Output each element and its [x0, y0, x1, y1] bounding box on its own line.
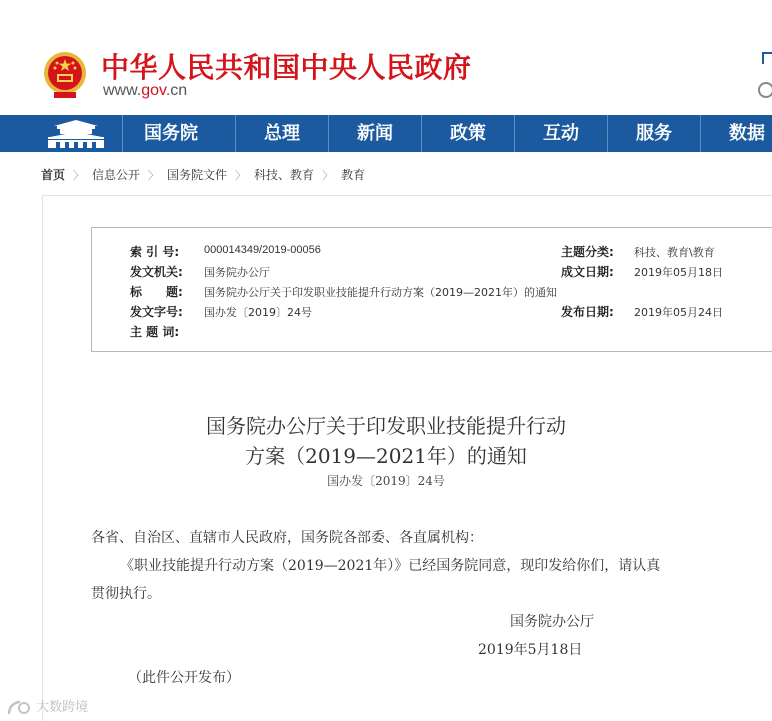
- nav-item-news[interactable]: 新闻: [357, 123, 393, 144]
- nav-item-data[interactable]: 数据: [729, 123, 765, 144]
- search-icon[interactable]: [758, 82, 772, 98]
- url-suffix: .cn: [165, 82, 188, 99]
- url-prefix: www.: [103, 82, 142, 99]
- document-number: 国办发〔2019〕24号: [327, 474, 445, 488]
- document-number-value: 国办发〔2019〕24号: [204, 306, 312, 319]
- main-nav: [0, 115, 772, 152]
- nav-item-interaction[interactable]: 互动: [543, 123, 579, 144]
- issuer-value: 国务院办公厅: [204, 266, 270, 279]
- breadcrumb-separator: 〉: [73, 168, 85, 182]
- document-title-line2: 方案（2019—2021年）的通知: [245, 444, 527, 468]
- issuer-label: 发文机关:: [130, 265, 183, 279]
- category-value: 科技、教育\教育: [634, 246, 715, 259]
- nav-item-state-council[interactable]: 国务院: [144, 123, 198, 144]
- category-label: 主题分类:: [561, 245, 614, 259]
- document-title-line1: 国务院办公厅关于印发职业技能提升行动: [206, 414, 566, 438]
- breadcrumb-separator: 〉: [322, 168, 334, 182]
- keywords-label: 主 题 词:: [130, 325, 180, 339]
- breadcrumb-separator: 〉: [148, 168, 160, 182]
- body-paragraph-line2: 贯彻执行。: [91, 586, 161, 602]
- breadcrumb-separator: 〉: [235, 168, 247, 182]
- url-domain: gov: [141, 82, 166, 99]
- site-header: [0, 0, 772, 115]
- title-value: 国务院办公厅关于印发职业技能提升行动方案（2019—2021年）的通知: [204, 286, 557, 299]
- signature-date: 2019年5月18日: [478, 642, 583, 658]
- national-emblem-icon[interactable]: [42, 50, 88, 100]
- signature: 国务院办公厅: [510, 614, 594, 630]
- title-label: 标 题:: [130, 285, 183, 299]
- publication-note: （此件公开发布）: [128, 670, 240, 686]
- salutation: 各省、自治区、直辖市人民政府，国务院各部委、各直属机构：: [91, 530, 483, 546]
- nav-item-services[interactable]: 服务: [636, 123, 672, 144]
- created-date-value: 2019年05月18日: [634, 266, 723, 279]
- nav-item-policy[interactable]: 政策: [450, 123, 486, 144]
- nav-item-premier[interactable]: 总理: [264, 123, 300, 144]
- tiananmen-icon[interactable]: [34, 117, 118, 150]
- breadcrumb-state-council-documents[interactable]: 国务院文件: [167, 168, 228, 182]
- mail-icon[interactable]: [762, 52, 772, 64]
- watermark: [6, 696, 88, 716]
- breadcrumb-education[interactable]: 教育: [341, 168, 366, 182]
- index-number-label: 索 引 号:: [130, 245, 180, 259]
- published-date-label: 发布日期:: [561, 305, 614, 319]
- breadcrumb-info-disclosure[interactable]: 信息公开: [92, 168, 141, 182]
- site-title[interactable]: 中华人民共和国中央人民政府: [101, 51, 472, 84]
- site-url[interactable]: [103, 82, 187, 100]
- document-number-label: 发文字号:: [130, 305, 183, 319]
- published-date-value: 2019年05月24日: [634, 306, 723, 319]
- watermark-logo-icon: [6, 699, 32, 717]
- breadcrumb-science-education[interactable]: 科技、教育: [254, 168, 315, 182]
- watermark-text: 大数跨境: [36, 700, 89, 715]
- body-paragraph-line1: 《职业技能提升行动方案（2019—2021年）》已经国务院同意，现印发给你们，请认真: [120, 558, 661, 574]
- breadcrumb: [41, 166, 365, 182]
- index-number-value: 000014349/2019-00056: [204, 244, 321, 256]
- breadcrumb-home[interactable]: 首页: [41, 168, 66, 182]
- created-date-label: 成文日期:: [561, 265, 614, 279]
